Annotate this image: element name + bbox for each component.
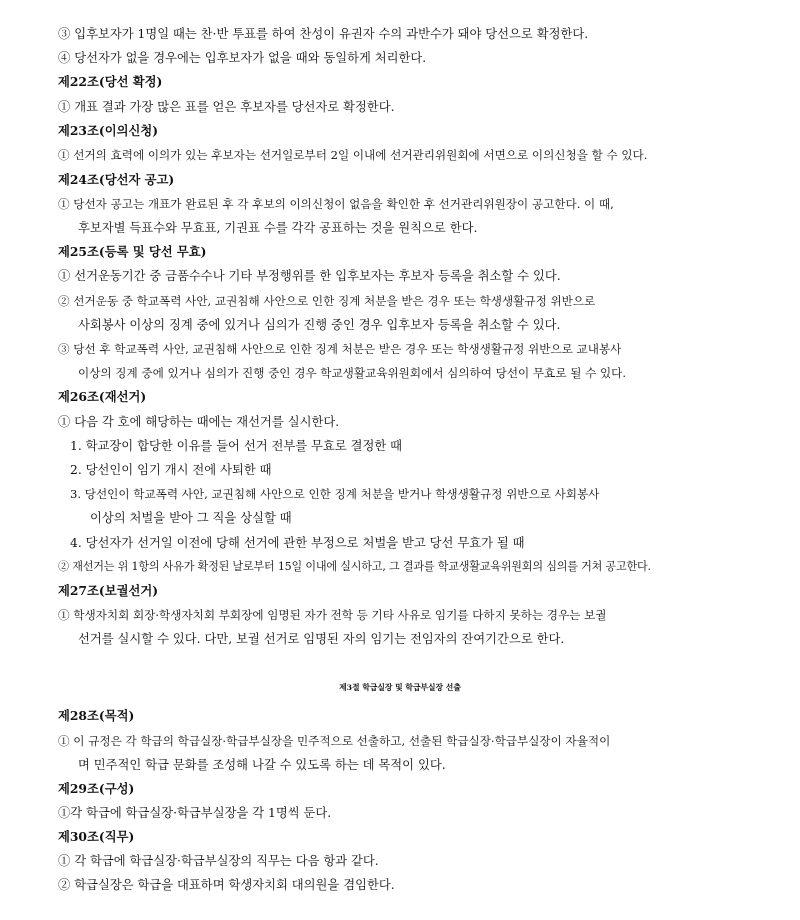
article-heading: 제26조(재선거) — [58, 389, 147, 404]
article-heading: 제23조(이의신청) — [58, 123, 159, 138]
text-line: ③ 당선 후 학교폭력 사안, 교권침해 사안으로 인한 징계 처분은 받은 경우 또는 학생생활규정 위반으로 교내봉사 — [58, 342, 622, 356]
text-line: 며 민주적인 학급 문화를 조성해 나갈 수 있도록 하는 데 목적이 있다. — [78, 758, 446, 772]
text-line: ① 각 학급에 학급실장·학급부실장의 직무는 다음 항과 같다. — [58, 854, 379, 868]
numbered-item: 3. 당선인이 학교폭력 사안, 교권침해 사안으로 인한 징계 처분을 받거나 학생생활규정 위반으로 사회봉사 — [70, 487, 600, 501]
text-line: 후보자별 득표수와 무효표, 기권표 수를 각각 공표하는 것을 원칙으로 한다. — [78, 221, 478, 235]
text-line: 사회봉사 이상의 징계 중에 있거나 심의가 진행 중인 경우 입후보자 등록을 취소할 수 있다. — [78, 318, 561, 332]
article-heading: 제22조(당선 확정) — [58, 74, 163, 89]
numbered-item: 이상의 처벌을 받아 그 직을 상실할 때 — [90, 511, 292, 525]
numbered-item: 4. 당선자가 선거일 이전에 당해 선거에 관한 부정으로 처벌을 받고 당선 무효가 될 때 — [70, 536, 525, 550]
text-line: ② 학급실장은 학급을 대표하며 학생자치회 대의원을 겸임한다. — [58, 878, 395, 892]
article-heading: 제24조(당선자 공고) — [58, 172, 175, 187]
text-line: ④ 당선자가 없을 경우에는 입후보자가 없을 때와 동일하게 처리한다. — [58, 51, 427, 65]
text-line: ① 선거운동기간 중 금품수수나 기타 부정행위를 한 입후보자는 후보자 등록을 취소할 수 있다. — [58, 269, 561, 283]
text-line: ② 선거운동 중 학교폭력 사안, 교권침해 사안으로 인한 징계 처분을 받은 경우 또는 학생생활규정 위반으로 — [58, 294, 596, 308]
text-line: ③ 입후보자가 1명일 때는 찬·반 투표를 하여 찬성이 유권자 수의 과반수가 돼야 당선으로 확정한다. — [58, 27, 589, 41]
article-heading: 제29조(구성) — [58, 781, 135, 796]
text-line: ① 개표 결과 가장 많은 표를 얻은 후보자를 당선자로 확정한다. — [58, 100, 395, 114]
numbered-item: 2. 당선인이 임기 개시 전에 사퇴한 때 — [70, 463, 272, 477]
article-heading: 제28조(목적) — [58, 708, 135, 723]
article-heading: 제25조(등록 및 당선 무효) — [58, 244, 207, 259]
text-line: ② 재선거는 위 1항의 사유가 확정된 날로부터 15일 이내에 실시하고, 그 결과를 학교생활교육위원회의 심의를 거쳐 공고한다. — [58, 560, 651, 573]
text-line: ①각 학급에 학급실장·학급부실장을 각 1명씩 둔다. — [58, 806, 332, 820]
text-line: 선거를 실시할 수 있다. 다만, 보궐 선거로 임명된 자의 임기는 전임자의 잔여기간으로 한다. — [78, 632, 565, 646]
text-line: ① 이 규정은 각 학급의 학급실장·학급부실장을 민주적으로 선출하고, 선출된 학급실장·학급부실장이 자율적이 — [58, 734, 611, 748]
article-heading: 제27조(보궐선거) — [58, 583, 159, 598]
section-title: 제3절 학급실장 및 학급부실장 선출 — [339, 683, 461, 692]
article-heading: 제30조(직무) — [58, 829, 135, 844]
text-line: ① 다음 각 호에 해당하는 때에는 재선거를 실시한다. — [58, 415, 340, 429]
text-line: ① 선거의 효력에 이의가 있는 후보자는 선거일로부터 2일 이내에 선거관리위원회에 서면으로 이의신청을 할 수 있다. — [58, 148, 648, 162]
text-line: ① 학생자치회 회장·학생자치회 부회장에 임명된 자가 전학 등 기타 사유로 임기를 다하지 못하는 경우는 보궐 — [58, 608, 607, 622]
text-line: 이상의 징계 중에 있거나 심의가 진행 중인 경우 학교생활교육위원회에서 심의하여 당선이 무효로 될 수 있다. — [78, 366, 627, 380]
numbered-item: 1. 학교장이 합당한 이유를 들어 선거 전부를 무효로 결정한 때 — [70, 439, 403, 453]
text-line: ① 당선자 공고는 개표가 완료된 후 각 후보의 이의신청이 없음을 확인한 후 선거관리위원장이 공고한다. 이 때, — [58, 197, 614, 211]
